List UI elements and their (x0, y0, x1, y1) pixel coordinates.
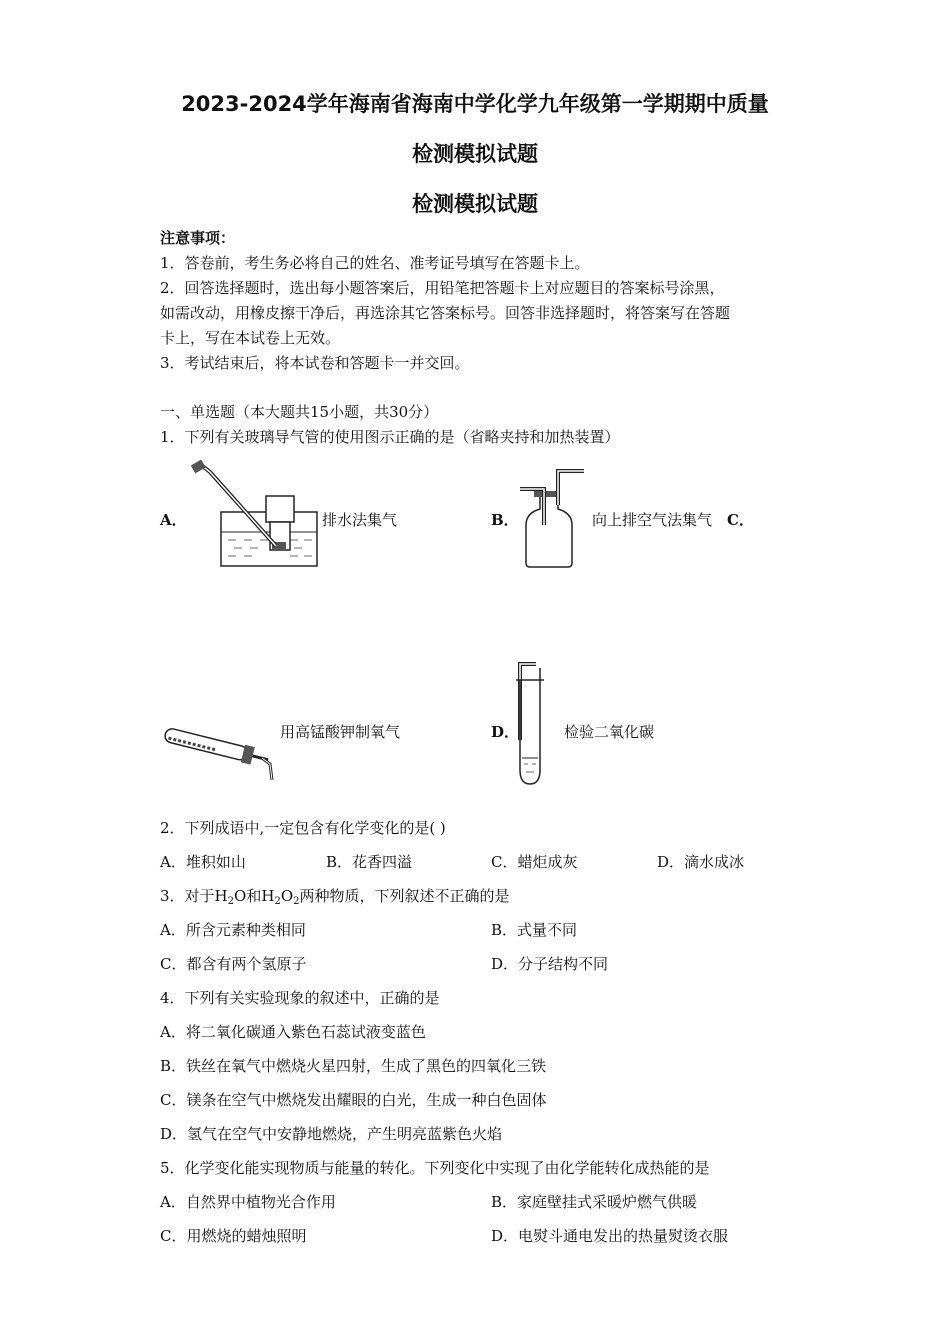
q3-stem-post: 两种物质，下列叙述不正确的是 (299, 887, 510, 905)
q3-option-d: D．分子结构不同 (491, 955, 609, 973)
q5-option-c: C．用燃烧的蜡烛照明 (160, 1227, 307, 1245)
notice-item-2-line1: 2．回答选择题时，选出每小题答案后，用铅笔把答题卡上对应题目的答案标号涂黑， (160, 279, 725, 297)
q2-option-a: A．堆积如山 (160, 853, 246, 871)
q3-stem-and: 和 (246, 887, 262, 905)
q2-option-c: C．蜡炬成灰 (491, 853, 578, 871)
q5-option-a: A．自然界中植物光合作用 (160, 1193, 336, 1211)
formula-h2o: $H_2O$ (214, 887, 247, 907)
page-title-line2: 检测模拟试题 (412, 142, 538, 166)
q3-option-a: A．所含元素种类相同 (160, 921, 306, 939)
q1-figure-d-test-co2 (512, 660, 556, 788)
notice-item-1: 1．答卷前，考生务必将自己的姓名、准考证号填写在答题卡上。 (160, 254, 590, 272)
q1-option-a-label: A． (160, 511, 187, 529)
q4-option-c: C．镁条在空气中燃烧发出耀眼的白光，生成一种白色固体 (160, 1091, 547, 1109)
q4-stem: 4．下列有关实验现象的叙述中，正确的是 (160, 989, 440, 1007)
q4-option-b: B．铁丝在氧气中燃烧火星四射，生成了黑色的四氧化三铁 (160, 1057, 547, 1075)
q1-option-b-text: 向上排空气法集气 (592, 511, 713, 529)
q1-option-c-label: C． (727, 511, 754, 529)
q1-option-c-text: 用高锰酸钾制氧气 (280, 723, 401, 741)
q4-option-a: A．将二氧化碳通入紫色石蕊试液变蓝色 (160, 1023, 426, 1041)
page-subtitle: 检测模拟试题 (412, 192, 538, 216)
notice-item-2-line2: 如需改动，用橡皮擦干净后，再选涂其它答案标号。回答非选择题时，将答案写在答题 (160, 304, 731, 322)
q1-figure-b-upward-air-displacement (518, 465, 593, 573)
q3-option-b: B．式量不同 (491, 921, 578, 939)
q5-option-b: B．家庭壁挂式采暖炉燃气供暖 (491, 1193, 698, 1211)
q5-stem: 5．化学变化能实现物质与能量的转化。下列变化中实现了由化学能转化成热能的是 (160, 1159, 710, 1177)
notice-item-3: 3．考试结束后，将本试卷和答题卡一并交回。 (160, 354, 470, 372)
formula-h2o2: $H_2O_2$ (261, 887, 300, 907)
q2-option-d: D．滴水成冰 (657, 853, 745, 871)
q2-option-b: B．花香四溢 (326, 853, 413, 871)
q3-option-c: C．都含有两个氢原子 (160, 955, 307, 973)
q1-option-b-label: B． (491, 511, 519, 529)
q1-stem: 1．下列有关玻璃导气管的使用图示正确的是（省略夹持和加热装置） (160, 428, 620, 446)
q1-figure-c-potassium-permanganate (156, 728, 278, 780)
q1-option-d-text: 检验二氧化碳 (564, 723, 655, 741)
q5-option-d: D．电熨斗通电发出的热量熨烫衣服 (491, 1227, 729, 1245)
page-title: 2023-2024学年海南省海南中学化学九年级第一学期期中质量 (181, 92, 769, 116)
q2-stem: 2．下列成语中,一定包含有化学变化的是( ) (160, 819, 446, 837)
notice-heading: 注意事项： (160, 229, 236, 247)
section-heading: 一、单选题（本大题共15小题，共30分） (160, 403, 439, 421)
q3-stem (160, 886, 510, 906)
notice-item-2-line3: 卡上，写在本试卷上无效。 (160, 329, 341, 347)
q1-figure-a-water-displacement (190, 460, 330, 570)
q3-stem-pre: 3．对于 (160, 887, 215, 905)
q4-option-d: D．氢气在空气中安静地燃烧，产生明亮蓝紫色火焰 (160, 1125, 503, 1143)
q1-option-a-text: 排水法集气 (322, 511, 398, 529)
q1-option-d-label: D． (491, 723, 520, 741)
